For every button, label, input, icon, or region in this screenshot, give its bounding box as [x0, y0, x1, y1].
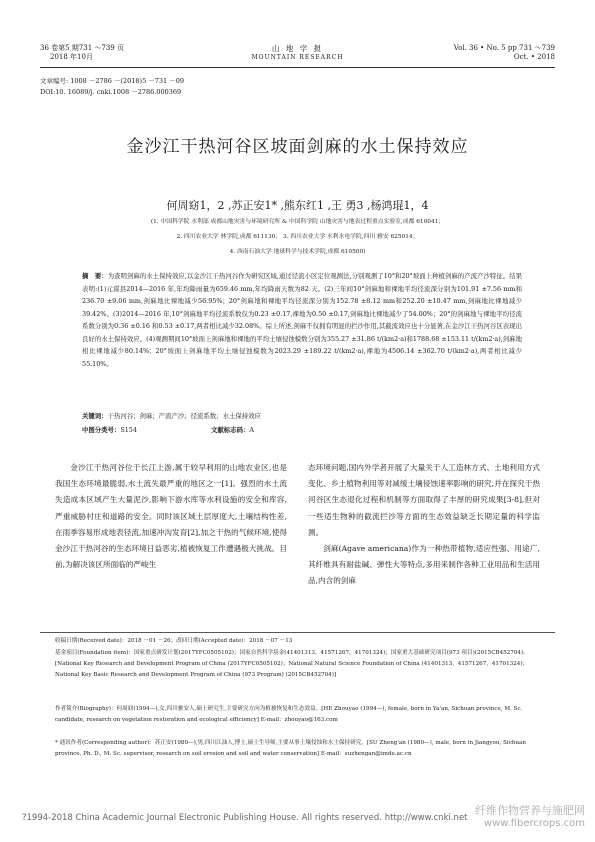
author-list: 何周窈1，2 ,苏正安1* ,熊东红1 ,王 勇3 ,杨鸿琨1，4 — [166, 199, 429, 212]
abstract — [82, 270, 522, 370]
affiliation-3: 4. 西南石油大学 地球科学与技术学院,成都 610500) — [229, 249, 366, 255]
clc-label: 中图分类号： — [82, 426, 121, 434]
affiliation-1: (1. 中国科学院 水利部 成都山地灾害与环境研究所 & 中国科学院 山地灾害与地表过程重点实验室,成都 610041； — [150, 219, 445, 225]
keywords — [82, 410, 522, 422]
watermark — [475, 802, 585, 829]
keywords-label: 关键词： — [82, 412, 108, 420]
affiliation-2: 2. 四川农业大学 林学院,成都 611130； 3. 四川农业大学 水利水电学院,四川 雅安 625014； — [176, 234, 419, 240]
body-column-left — [55, 460, 287, 573]
author-bio-note: 作者简介(Biography)：何周窈(1994—),女,四川雅安人,硕士研究生,主要研究方向为植被恢复和生态效益。[HE Zhouyao (1994—), female, born in Ya'an, Sichuan province, M. Sc. candidate, research on vegetation restoration and ecological efficiency] E-mail：zhouyao@163.com — [55, 706, 523, 724]
abstract-label: 摘 要： — [82, 272, 108, 280]
clc-code: S154 — [120, 426, 137, 434]
doc-code: A — [249, 426, 254, 434]
received-date-note: 收稿日期(Received date)：2018 －01 －26；改回日期(Accepted date)：2018 －07 －13 — [55, 638, 293, 644]
doc-code-label: 文献标志码： — [211, 426, 250, 434]
body-paragraph: 态环境问题,国内外学者开展了大量关于人工造林方式、土地利用方式变化、乡土植物利用等对减缓土壤侵蚀速率影响的研究,并在探究干热河谷区生态退化过程和机制等方面取得了丰厚的研究成果[3-8],但对一些适生物种的截流拦沙等方面的生态效益缺乏长期定量的科学监测。 — [308, 463, 540, 537]
keywords-text: 干热河谷；剑麻；产流产沙；径流系数；水土保持效应 — [107, 412, 261, 420]
journal-title-cn: 山 地 学 报 — [271, 44, 324, 53]
funding-note: 基金项目(Foundation item)：国家重点研发计划(2017YFC0505102)；国家自然科学基金(41401313，41571267，41701324)；国家重大基础研究项目(973 项目)(2015CB452704)。[National Key Research and Development Program of China (2017YFC0505102)；National Natural Science Foundation of China (41401313，41571267，41701324)；National Key Basic Research and Development Program of China (973 Program) (2015CB452704)] — [55, 650, 529, 679]
body-column-right — [308, 460, 540, 590]
article-number: 文章编号: 1008 －2786 －(2018)5 －731 －09 — [40, 77, 185, 85]
journal-volume-en: Vol. 36 • No. 5 pp 731 ～739 — [453, 44, 555, 52]
journal-date-en: Oct. • 2018 — [513, 53, 555, 61]
abstract-text: 为查明剑麻的水土保持效应,以金沙江干热河谷作为研究区域,通过径流小区定位观测法,分别观测了10°和20°坡面上种植剑麻的产流产沙特征。结果表明:(1)元谋县2014—2016 年,年均降雨量为659.46 mm,年均降雨天数为82 天。(2)三年间10°剑麻地和裸地平均径流深分别为101.91 ±7.56 mm和236.70 ±9.06 mm,剑麻地比裸地减少56.95%；20°剑麻地和裸地平均径流深分别为152.78 ±8.12 mm和252.20 ±10.47 mm,剑麻地比裸地减少39.42%。(3)2014—2016 年,10°剑麻地平均径流系数仅为0.23 ±0.17,裸地为0.50 ±0.17,剑麻地比裸地减少了54.00%；20°的剑麻地与裸地平均径流系数分别为0.36 ±0.16 和0.53 ±0.17,两者相比减少32.08%。综上所述,剑麻不仅拥有明显的拦沙作用,其截流效应也十分显著,在金沙江干热河谷区表现出良好的水土保持效应。(4)观测期间10°坡面上剑麻地和裸地的平均土壤侵蚀模数分别为355.27 ±31.86 t/(km2·a)和1788.68 ±153.11 t/(km2·a),剑麻地相比裸地减少80.14%；20°坡面上剑麻地平均土壤侵蚀模数为2023.29 ±189.22 t/(km2·a),裸地为4506.14 ±362.70 t/(km2·a),两者相比减少55.10%。 — [82, 272, 523, 368]
corresponding-author-note: * 通讯作者(Corresponding author)：苏正安(1980—),男,四川江油人,博士,硕士生导师,主要从事土壤侵蚀和水土保持研究。[SU Zheng'an (1980—), male, born in Jiangyou, Sichuan province, Ph. D., M. Sc. supervisor, research on soil erosion and soil and water conservation] E-mail：suzhengan@imde.ac.cn — [55, 740, 526, 758]
body-paragraph: 剑麻(Agave americana)作为一种热带植物,适应性强、用途广,其纤维具有耐盐碱、弹性大等特点,多用来制作各种工业用品和生活用品,内含的剑麻 — [308, 544, 540, 586]
article-meta — [40, 76, 184, 98]
watermark-url: www.fibercrops.com — [483, 818, 585, 829]
body-paragraph: 金沙江干热河谷位于长江上游,属于较早利用的山地农业区,也是我国生态环境最脆弱,水土流失最严重的地区之一[1]。强烈的水土流失造成本区域产生大量泥沙,影响下游水库等水利设施的安全和库容,严重威胁村庄和道路的安全。同时该区域土层厚度大,土壤结构性差,在雨季容易形成地表径流,加速冲沟发育[2],加之干热的气候环境,使得金沙江干热河谷的生态环境日益恶劣,植被恢复工作遭遇极大挑战。目前,为解决该区所面临的严峻生 — [55, 463, 287, 570]
journal-volume-pages: 36 卷第5 期731 ～739 页 — [40, 44, 124, 52]
doi: DOI:10. 16089/j. cnki.1008 －2786.000369 — [40, 88, 182, 96]
footnote-rule — [40, 632, 555, 633]
header-rule — [40, 67, 555, 68]
journal-title-en: MOUNTAIN RESEARCH — [251, 54, 344, 61]
journal-date: 2018 年10月 — [50, 53, 93, 61]
classification-line — [82, 424, 522, 436]
running-header-right — [454, 44, 555, 62]
copyright-footer: ?1994-2018 China Academic Journal Electronic Publishing House. All rights reserved. http://www.cnki.net — [22, 813, 468, 823]
article-title: 金沙江干热河谷区坡面剑麻的水土保持效应 — [126, 137, 469, 157]
watermark-cn: 纤维作物营养与施肥网 — [475, 804, 585, 817]
